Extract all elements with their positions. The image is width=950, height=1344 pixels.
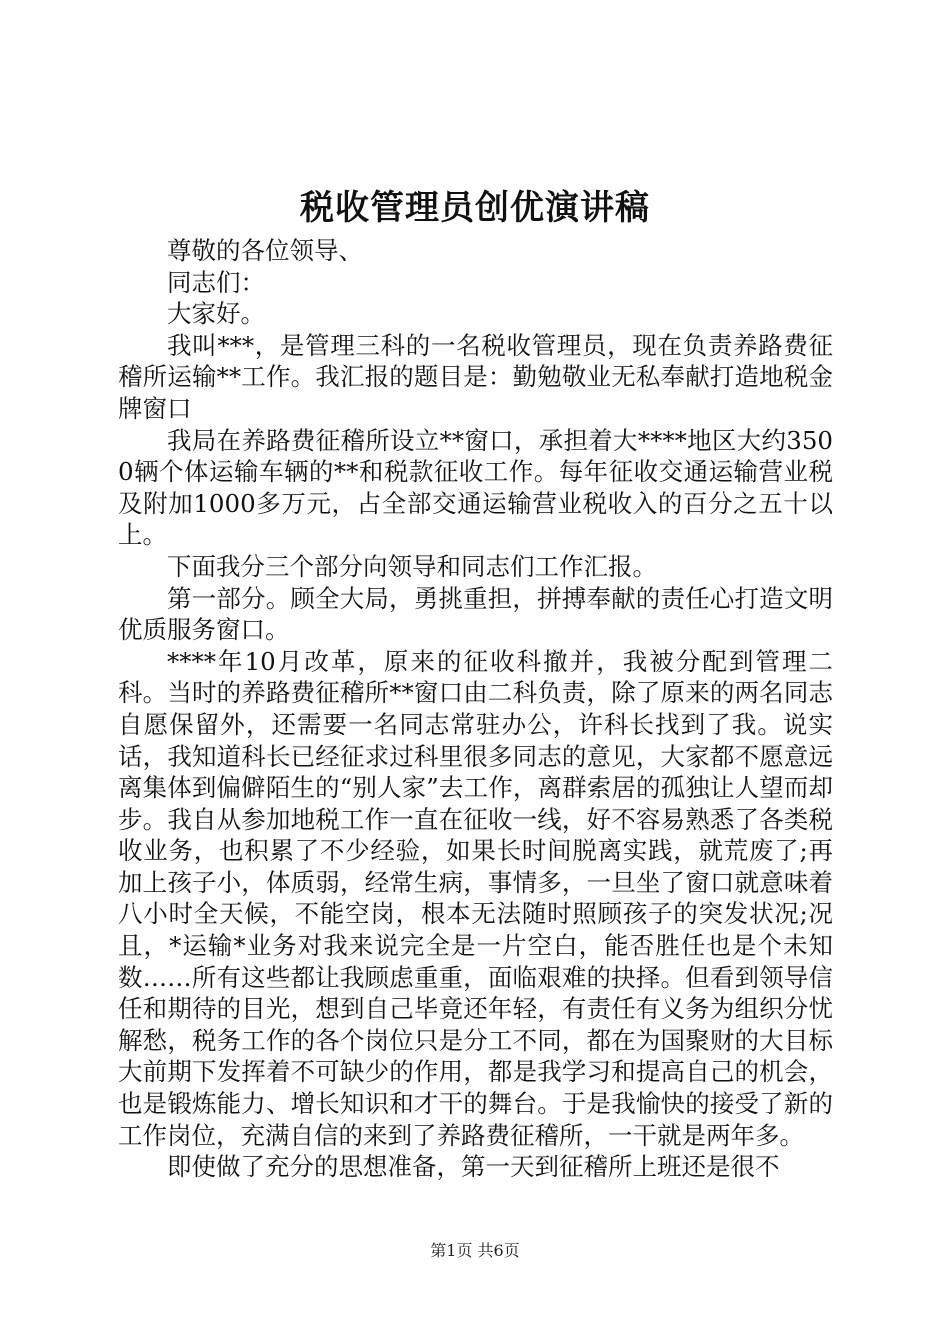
paragraph-first-day: 即使做了充分的思想准备，第一天到征稽所上班还是很不 (167, 1152, 780, 1182)
paragraph-window-overview: 我局在养路费征稽所设立**窗口，承担着大****地区大约3500辆个体运输车辆的**和税款征收工作。每年征收交通运输营业税及附加1000多万元，占全部交通运输营业税收入的百分之五十以上。 (118, 425, 833, 550)
page-number-footer: 第1页 共6页 (430, 1241, 520, 1260)
paragraph-greeting-leaders: 尊敬的各位领导、 (167, 236, 363, 265)
document-body (118, 235, 833, 1183)
paragraph-part-one-heading: 第一部分。顾全大局，勇挑重担，拼搏奉献的责任心打造文明优质服务窗口。 (118, 583, 833, 645)
paragraph-report-outline: 下面我分三个部分向领导和同志们工作汇报。 (167, 551, 657, 581)
paragraph-part-one-story: ****年10月改革，原来的征收科撤并，我被分配到管理二科。当时的养路费征稽所**窗口由二科负责，除了原来的两名同志自愿保留外，还需要一名同志常驻办公，许科长找到了我。说实话，我知道科长已经征求过科里很多同志的意见，大家都不愿意远离集体到偏僻陌生的“别人家”去工作，离群索居的孤独让人望而却步。我自从参加地税工作一直在征收一线，好不容易熟悉了各类税收业务，也积累了不少经验，如果长时间脱离实践，就荒废了;再加上孩子小，体质弱，经常生病，事情多，一旦坐了窗口就意味着八小时全天候，不能空岗，根本无法随时照顾孩子的突发状况;况且，*运输*业务对我来说完全是一片空白，能否胜任也是个未知数……所有这些都让我顾虑重重，面临艰难的抉择。但看到领导信任和期待的目光，想到自己毕竟还年轻，有责任有义务为组织分忧解愁，税务工作的各个岗位只是分工不同，都在为国聚财的大目标大前期下发挥着不可缺少的作用，都是我学习和提高自己的机会，也是锻炼能力、增长知识和才干的舞台。于是我愉快的接受了新的工作岗位，充满自信的来到了养路费征稽所，一干就是两年多。 (118, 646, 833, 1150)
paragraph-hello: 大家好。 (167, 299, 265, 329)
paragraph-introduction: 我叫***，是管理三科的一名税收管理员，现在负责养路费征稽所运输**工作。我汇报的题目是：勤勉敬业无私奉献打造地税金牌窗口 (118, 330, 833, 423)
paragraph-greeting-comrades: 同志们： (167, 267, 265, 297)
document-title: 税收管理员创优演讲稿 (300, 188, 650, 228)
